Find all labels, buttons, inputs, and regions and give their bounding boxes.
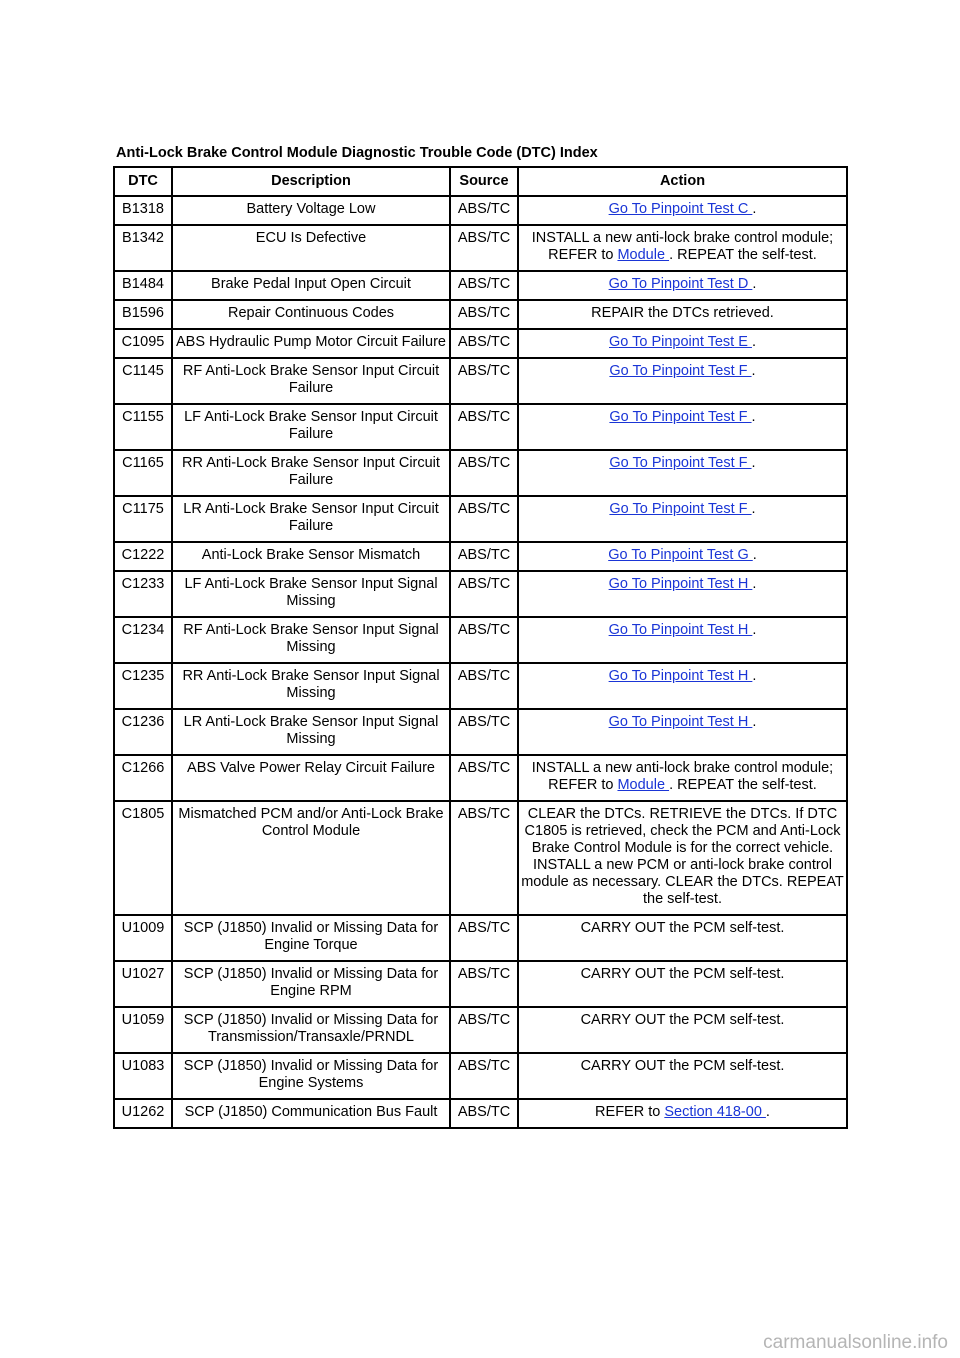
action-cell: [518, 196, 847, 225]
source-cell: ABS/TC: [450, 755, 518, 801]
description-cell: RF Anti-Lock Brake Sensor Input Signal Missing: [172, 617, 450, 663]
action-link[interactable]: Go To Pinpoint Test F: [609, 409, 752, 425]
table-row: [114, 358, 847, 404]
table-body: [114, 196, 847, 1128]
source-cell: ABS/TC: [450, 663, 518, 709]
table-row: [114, 542, 847, 571]
action-text: .: [752, 622, 757, 638]
description-cell: LR Anti-Lock Brake Sensor Input Circuit Failure: [172, 496, 450, 542]
source-cell: ABS/TC: [450, 1007, 518, 1053]
action-cell: [518, 961, 847, 1007]
dtc-code-cell: B1318: [114, 196, 172, 225]
table-row: [114, 709, 847, 755]
description-cell: LF Anti-Lock Brake Sensor Input Signal Missing: [172, 571, 450, 617]
source-cell: ABS/TC: [450, 225, 518, 271]
watermark: carmanualsonline.info: [763, 1332, 948, 1353]
table-row: [114, 1099, 847, 1128]
dtc-code-cell: B1342: [114, 225, 172, 271]
action-text: INSTALL a new anti-lock brake control module; REFER to: [531, 760, 834, 793]
action-text: .: [751, 409, 756, 425]
dtc-code-cell: B1596: [114, 300, 172, 329]
action-cell: [518, 542, 847, 571]
action-text: REPAIR the DTCs retrieved.: [591, 305, 774, 321]
action-cell: [518, 404, 847, 450]
table-row: [114, 571, 847, 617]
source-cell: ABS/TC: [450, 300, 518, 329]
table-row: [114, 196, 847, 225]
table-row: [114, 1053, 847, 1099]
description-cell: ECU Is Defective: [172, 225, 450, 271]
description-cell: Anti-Lock Brake Sensor Mismatch: [172, 542, 450, 571]
source-cell: ABS/TC: [450, 617, 518, 663]
action-cell: [518, 225, 847, 271]
description-cell: SCP (J1850) Invalid or Missing Data for Engine Torque: [172, 915, 450, 961]
action-text: .: [752, 714, 757, 730]
action-link[interactable]: Go To Pinpoint Test H: [608, 622, 753, 638]
dtc-code-cell: U1262: [114, 1099, 172, 1128]
source-cell: ABS/TC: [450, 1099, 518, 1128]
source-cell: ABS/TC: [450, 496, 518, 542]
dtc-code-cell: C1234: [114, 617, 172, 663]
source-cell: ABS/TC: [450, 1053, 518, 1099]
action-text: .: [752, 201, 757, 217]
table-row: [114, 329, 847, 358]
dtc-code-cell: C1175: [114, 496, 172, 542]
dtc-code-cell: C1165: [114, 450, 172, 496]
dtc-code-cell: U1009: [114, 915, 172, 961]
action-text: CARRY OUT the PCM self-test.: [580, 966, 785, 982]
action-text: CARRY OUT the PCM self-test.: [580, 1058, 785, 1074]
action-cell: [518, 358, 847, 404]
source-cell: ABS/TC: [450, 961, 518, 1007]
dtc-code-cell: C1155: [114, 404, 172, 450]
column-header-description: Description: [172, 167, 450, 196]
action-link[interactable]: Go To Pinpoint Test H: [608, 714, 753, 730]
action-cell: [518, 571, 847, 617]
action-text: .: [752, 668, 757, 684]
description-cell: ABS Valve Power Relay Circuit Failure: [172, 755, 450, 801]
dtc-code-cell: C1805: [114, 801, 172, 915]
table-row: [114, 663, 847, 709]
action-cell: [518, 663, 847, 709]
action-cell: [518, 450, 847, 496]
action-text: . REPEAT the self-test.: [669, 247, 817, 263]
action-text: .: [751, 455, 756, 471]
action-cell: [518, 617, 847, 663]
action-link[interactable]: Go To Pinpoint Test F: [609, 363, 752, 379]
action-link[interactable]: Go To Pinpoint Test E: [609, 334, 752, 350]
action-cell: [518, 329, 847, 358]
action-cell: [518, 271, 847, 300]
action-text: .: [752, 576, 757, 592]
source-cell: ABS/TC: [450, 329, 518, 358]
action-text: . REPEAT the self-test.: [669, 777, 817, 793]
action-cell: [518, 801, 847, 915]
description-cell: Mismatched PCM and/or Anti-Lock Brake Control Module: [172, 801, 450, 915]
source-cell: ABS/TC: [450, 358, 518, 404]
dtc-code-cell: U1083: [114, 1053, 172, 1099]
description-cell: ABS Hydraulic Pump Motor Circuit Failure: [172, 329, 450, 358]
action-cell: [518, 709, 847, 755]
action-cell: [518, 1007, 847, 1053]
action-text: .: [751, 363, 756, 379]
source-cell: ABS/TC: [450, 196, 518, 225]
description-cell: Battery Voltage Low: [172, 196, 450, 225]
action-text: .: [751, 334, 756, 350]
column-header-source: Source: [450, 167, 518, 196]
action-cell: [518, 300, 847, 329]
description-cell: SCP (J1850) Invalid or Missing Data for Engine Systems: [172, 1053, 450, 1099]
table-row: [114, 617, 847, 663]
dtc-code-cell: C1236: [114, 709, 172, 755]
description-cell: LF Anti-Lock Brake Sensor Input Circuit Failure: [172, 404, 450, 450]
action-link[interactable]: Go To Pinpoint Test H: [608, 576, 753, 592]
table-header-row: [114, 167, 847, 196]
dtc-code-cell: C1233: [114, 571, 172, 617]
description-cell: Repair Continuous Codes: [172, 300, 450, 329]
action-text: REFER to: [595, 1104, 665, 1120]
table-row: [114, 300, 847, 329]
table-row: [114, 450, 847, 496]
description-cell: LR Anti-Lock Brake Sensor Input Signal Missing: [172, 709, 450, 755]
dtc-code-cell: C1145: [114, 358, 172, 404]
action-text: .: [751, 501, 756, 517]
description-cell: Brake Pedal Input Open Circuit: [172, 271, 450, 300]
action-cell: [518, 1053, 847, 1099]
source-cell: ABS/TC: [450, 404, 518, 450]
column-header-dtc: DTC: [114, 167, 172, 196]
action-link[interactable]: Go To Pinpoint Test C: [608, 201, 753, 217]
dtc-code-cell: C1222: [114, 542, 172, 571]
table-row: [114, 225, 847, 271]
action-link[interactable]: Module: [617, 247, 670, 263]
action-link[interactable]: Go To Pinpoint Test H: [608, 668, 753, 684]
action-text: INSTALL a new anti-lock brake control module; REFER to: [531, 230, 834, 263]
action-link[interactable]: Go To Pinpoint Test G: [608, 547, 753, 563]
source-cell: ABS/TC: [450, 571, 518, 617]
table-row: [114, 915, 847, 961]
source-cell: ABS/TC: [450, 801, 518, 915]
action-text: .: [752, 276, 757, 292]
action-cell: [518, 496, 847, 542]
dtc-code-cell: U1059: [114, 1007, 172, 1053]
description-cell: RF Anti-Lock Brake Sensor Input Circuit Failure: [172, 358, 450, 404]
action-cell: [518, 755, 847, 801]
dtc-code-cell: C1266: [114, 755, 172, 801]
dtc-code-cell: U1027: [114, 961, 172, 1007]
action-cell: [518, 915, 847, 961]
dtc-code-cell: C1095: [114, 329, 172, 358]
description-cell: RR Anti-Lock Brake Sensor Input Signal Missing: [172, 663, 450, 709]
description-cell: SCP (J1850) Communication Bus Fault: [172, 1099, 450, 1128]
action-link[interactable]: Module: [617, 777, 670, 793]
table-row: [114, 404, 847, 450]
table-row: [114, 496, 847, 542]
action-link[interactable]: Go To Pinpoint Test F: [609, 501, 752, 517]
description-cell: SCP (J1850) Invalid or Missing Data for Transmission/Transaxle/PRNDL: [172, 1007, 450, 1053]
table-row: [114, 271, 847, 300]
action-link[interactable]: Section 418-00: [664, 1104, 766, 1120]
action-text: CARRY OUT the PCM self-test.: [580, 920, 785, 936]
table-row: [114, 1007, 847, 1053]
description-cell: SCP (J1850) Invalid or Missing Data for Engine RPM: [172, 961, 450, 1007]
source-cell: ABS/TC: [450, 542, 518, 571]
description-cell: RR Anti-Lock Brake Sensor Input Circuit Failure: [172, 450, 450, 496]
action-text: .: [765, 1104, 770, 1120]
table-row: [114, 961, 847, 1007]
dtc-index-table: [113, 166, 848, 1129]
dtc-code-cell: B1484: [114, 271, 172, 300]
dtc-code-cell: C1235: [114, 663, 172, 709]
table-row: [114, 755, 847, 801]
action-link[interactable]: Go To Pinpoint Test F: [609, 455, 752, 471]
table-title: Anti-Lock Brake Control Module Diagnostic Trouble Code (DTC) Index: [116, 145, 598, 161]
source-cell: ABS/TC: [450, 709, 518, 755]
source-cell: ABS/TC: [450, 915, 518, 961]
action-cell: [518, 1099, 847, 1128]
column-header-action: Action: [518, 167, 847, 196]
source-cell: ABS/TC: [450, 450, 518, 496]
action-text: CARRY OUT the PCM self-test.: [580, 1012, 785, 1028]
source-cell: ABS/TC: [450, 271, 518, 300]
action-text: CLEAR the DTCs. RETRIEVE the DTCs. If DTC C1805 is retrieved, check the PCM and Anti-Lock Brake Control Module is for the correct vehicle. INSTALL a new PCM or anti-lock brake control module as necessary. CLEAR the DTCs. REPEAT the self-test.: [521, 806, 844, 907]
action-link[interactable]: Go To Pinpoint Test D: [608, 276, 753, 292]
table-row: [114, 801, 847, 915]
action-text: .: [752, 547, 757, 563]
